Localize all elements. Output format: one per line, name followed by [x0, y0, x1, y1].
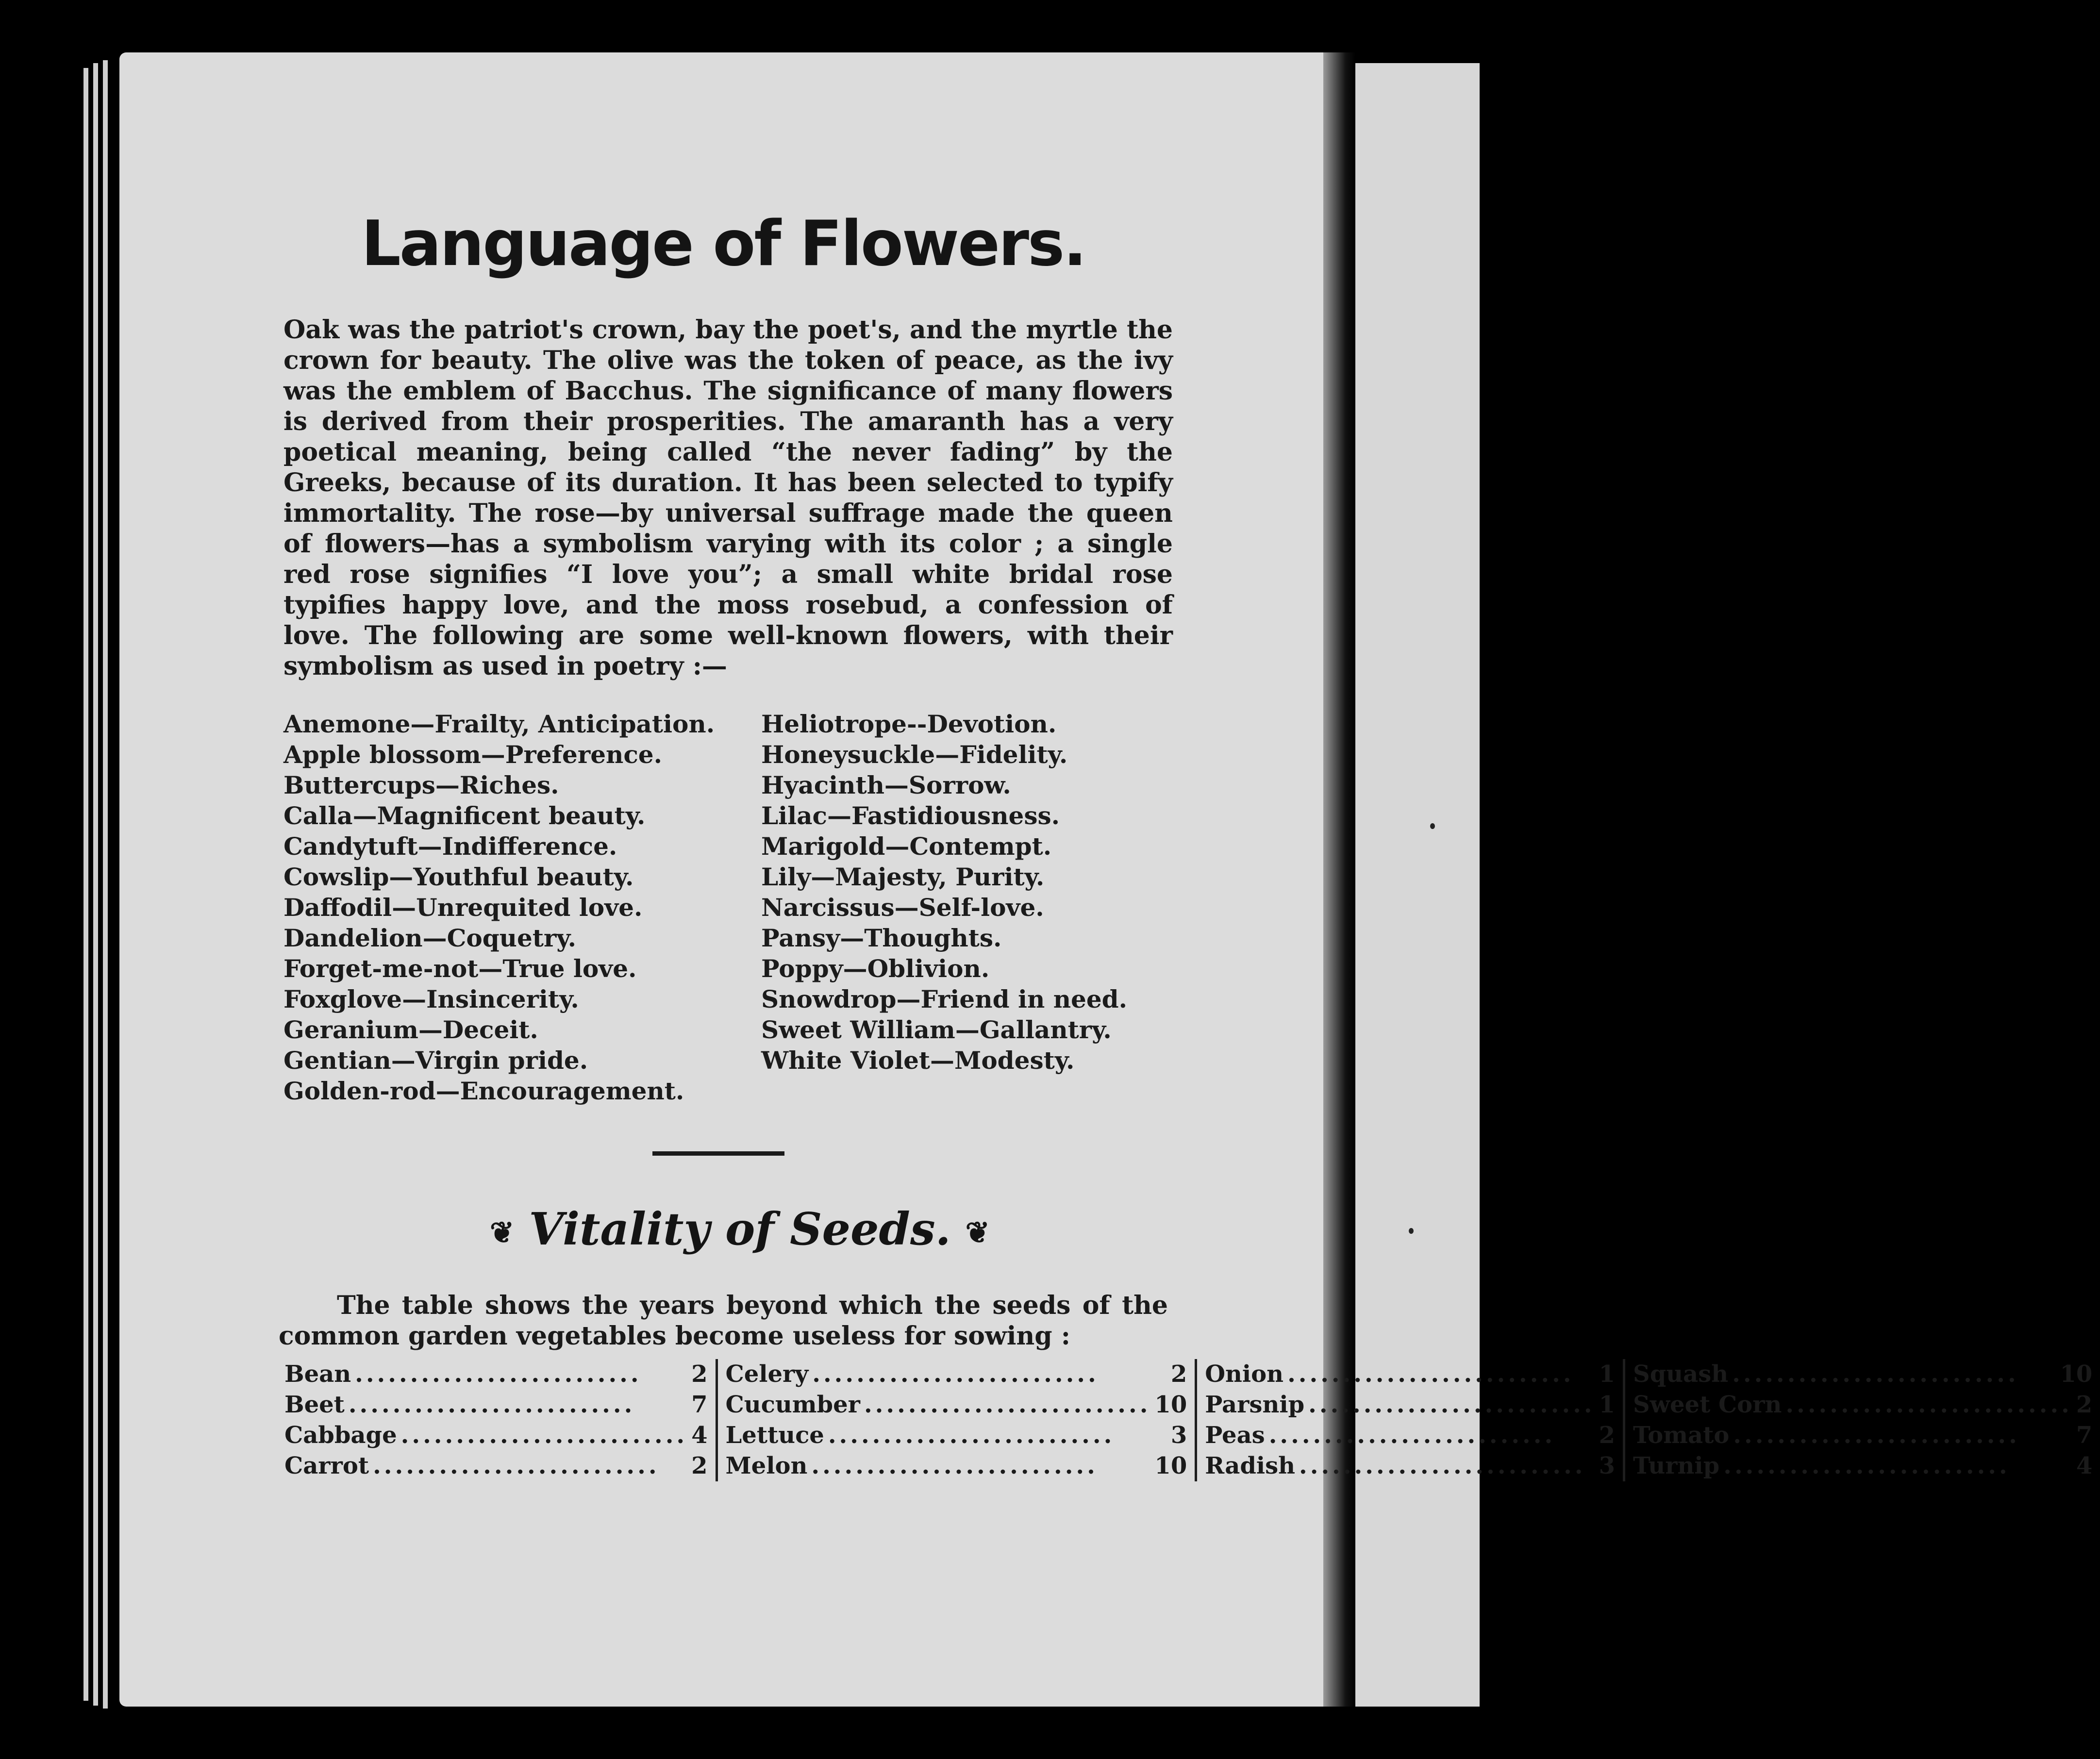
- vegetable-name: Beet: [284, 1391, 345, 1418]
- flower-entry: Anemone—Frailty, Anticipation.: [283, 710, 715, 738]
- flower-entry: Gentian—Virgin pride.: [283, 1046, 588, 1075]
- page-edge: [93, 63, 98, 1706]
- seed-years: 3: [1170, 1422, 1187, 1449]
- seed-column: [1197, 1359, 1625, 1481]
- vegetable-name: Cucumber: [725, 1391, 860, 1418]
- vegetable-name: Parsnip: [1205, 1391, 1305, 1418]
- leader-dots: ..........................: [373, 1452, 660, 1479]
- seed-row: [1633, 1420, 2092, 1451]
- leader-dots: ..........................: [1733, 1422, 2020, 1449]
- vegetable-name: Turnip: [1633, 1452, 1720, 1479]
- page-edge: [103, 60, 108, 1709]
- seed-years: 10: [1154, 1452, 1187, 1479]
- flower-entry: Dandelion—Coquetry.: [283, 924, 577, 952]
- seed-years: 2: [2076, 1391, 2093, 1418]
- seed-years: 4: [691, 1422, 708, 1449]
- leader-dots: ..........................: [348, 1391, 635, 1418]
- flower-entry: Honeysuckle—Fidelity.: [761, 740, 1068, 769]
- seed-years: 10: [1154, 1391, 1187, 1418]
- seed-row: [1633, 1451, 2092, 1481]
- seed-years: 2: [1170, 1361, 1187, 1388]
- page-title: Language of Flowers.: [361, 208, 1085, 280]
- seed-years: 1: [1599, 1361, 1616, 1388]
- vegetable-name: Lettuce: [725, 1422, 824, 1449]
- page-edge: [83, 68, 88, 1701]
- seed-years: 2: [691, 1452, 708, 1479]
- leader-dots: ..........................: [400, 1422, 688, 1449]
- vegetable-name: Melon: [725, 1452, 808, 1479]
- seed-column: [1625, 1359, 2100, 1481]
- leader-dots: ..........................: [828, 1422, 1115, 1449]
- seed-years: 10: [2060, 1361, 2093, 1388]
- seed-years: 4: [2076, 1452, 2093, 1479]
- seed-row: [284, 1420, 708, 1451]
- seed-row: [1205, 1390, 1615, 1420]
- seed-column: [718, 1359, 1198, 1481]
- ink-blot: [1430, 823, 1435, 829]
- seed-row: [1633, 1359, 2092, 1390]
- leader-dots: ..........................: [1308, 1391, 1595, 1418]
- seed-years: 7: [691, 1391, 708, 1418]
- flower-entry: Apple blossom—Preference.: [283, 740, 663, 769]
- flower-entry: Poppy—Oblivion.: [761, 954, 990, 983]
- flower-entry: Lilac—Fastidiousness.: [761, 801, 1060, 830]
- seed-row: [284, 1451, 708, 1481]
- seed-years: 7: [2076, 1422, 2093, 1449]
- flower-entry: Foxglove—Insincerity.: [283, 985, 579, 1013]
- leader-dots: ..........................: [1299, 1452, 1586, 1479]
- leader-dots: ..........................: [812, 1361, 1099, 1388]
- leader-dots: ..........................: [1723, 1452, 2010, 1479]
- leader-dots: ..........................: [811, 1452, 1098, 1479]
- seed-table: [277, 1359, 2093, 1481]
- flower-entry: Lily—Majesty, Purity.: [761, 863, 1045, 891]
- flower-list-right: [761, 709, 1127, 1076]
- seed-row: [726, 1390, 1187, 1420]
- seed-row: [726, 1359, 1187, 1390]
- flower-entry: Marigold—Contempt.: [761, 832, 1052, 861]
- vegetable-name: Tomato: [1633, 1422, 1730, 1449]
- vegetable-name: Cabbage: [284, 1422, 397, 1449]
- seed-row: [1205, 1420, 1615, 1451]
- seed-column: [277, 1359, 718, 1481]
- flower-entry: Geranium—Deceit.: [283, 1015, 538, 1044]
- vegetable-name: Radish: [1205, 1452, 1296, 1479]
- flower-entry: Snowdrop—Friend in need.: [761, 985, 1128, 1013]
- flower-list-left: [283, 709, 715, 1106]
- leader-dots: ..........................: [864, 1391, 1151, 1418]
- seed-row: [284, 1390, 708, 1420]
- flower-entry: Buttercups—Riches.: [283, 771, 559, 799]
- flower-entry: Hyacinth—Sorrow.: [761, 771, 1011, 799]
- flower-entry: Sweet William—Gallantry.: [761, 1015, 1112, 1044]
- seed-row: [1205, 1359, 1615, 1390]
- vegetable-name: Carrot: [284, 1452, 369, 1479]
- flower-entry: Daffodil—Unrequited love.: [283, 893, 643, 922]
- flower-entry: Golden-rod—Encouragement.: [283, 1077, 684, 1105]
- leader-dots: ..........................: [1732, 1361, 2019, 1388]
- seed-row: [1633, 1390, 2092, 1420]
- flower-entry: White Violet—Modesty.: [761, 1046, 1075, 1075]
- flower-entry: Cowslip—Youthful beauty.: [283, 863, 634, 891]
- seeds-intro: The table shows the years beyond which the seeds of the common garden vegetables become useless for sowing :: [279, 1291, 1168, 1351]
- seed-years: 2: [691, 1361, 708, 1388]
- ornament-icon: ❦: [965, 1216, 990, 1250]
- seed-years: 2: [1599, 1422, 1616, 1449]
- flower-entry: Candytuft—Indifference.: [283, 832, 617, 861]
- vegetable-name: Squash: [1633, 1361, 1729, 1388]
- flower-entry: Narcissus—Self-love.: [761, 893, 1044, 922]
- vegetable-name: Celery: [725, 1361, 809, 1388]
- intro-paragraph: Oak was the patriot's crown, bay the poet's, and the myrtle the crown for beauty. The olive was the token of peace, as the ivy was the emblem of Bacchus. The significance of many flowers is derived from their prosperities. The amaranth has a very poetical meaning, being called “the never fading” by the Greeks, because of its duration. It has been selected to typify immortality. The rose—by universal suffrage made the queen of flowers—has a symbolism varying with its color ; a single red rose signifies “I love you”; a small white bridal rose typifies happy love, and the moss rosebud, a confession of love. The following are some well-known flowers, with their symbolism as used in poetry :—: [283, 315, 1173, 681]
- leader-dots: ..........................: [1287, 1361, 1574, 1388]
- seeds-heading: [0, 1203, 1480, 1255]
- vegetable-name: Peas: [1205, 1422, 1265, 1449]
- ornament-icon: ❦: [490, 1216, 515, 1250]
- leader-dots: ..........................: [1268, 1422, 1556, 1449]
- seed-row: [726, 1420, 1187, 1451]
- seed-row: [1205, 1451, 1615, 1481]
- section-divider: [652, 1151, 784, 1156]
- vegetable-name: Bean: [284, 1361, 351, 1388]
- leader-dots: ..........................: [1785, 1391, 2072, 1418]
- flower-entry: Heliotrope--Devotion.: [761, 710, 1057, 738]
- seed-row: [284, 1359, 708, 1390]
- vegetable-name: Sweet Corn: [1633, 1391, 1782, 1418]
- seed-row: [726, 1451, 1187, 1481]
- vegetable-name: Onion: [1205, 1361, 1284, 1388]
- leader-dots: ..........................: [355, 1361, 642, 1388]
- flower-entry: Calla—Magnificent beauty.: [283, 801, 646, 830]
- seed-years: 3: [1599, 1452, 1616, 1479]
- seed-years: 1: [1599, 1391, 1616, 1418]
- flower-entry: Forget-me-not—True love.: [283, 954, 637, 983]
- seeds-title: Vitality of Seeds.: [529, 1203, 951, 1255]
- flower-entry: Pansy—Thoughts.: [761, 924, 1002, 952]
